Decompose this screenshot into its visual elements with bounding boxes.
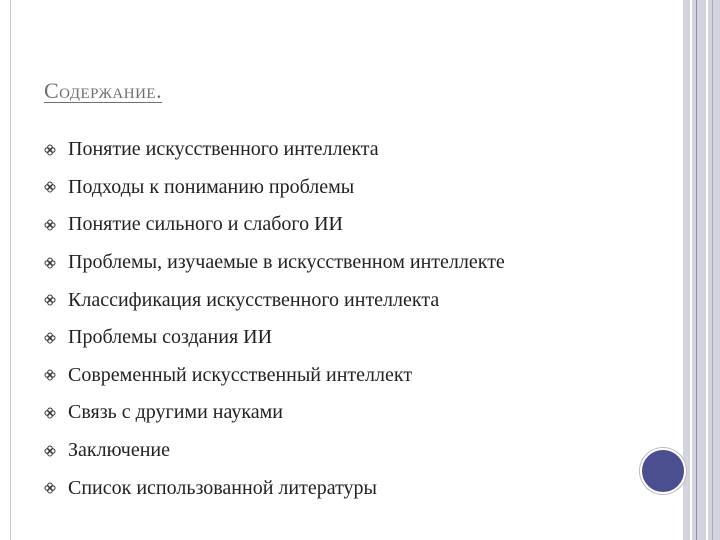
toc-item-label: Понятие сильного и слабого ИИ bbox=[68, 213, 343, 236]
toc-item bbox=[44, 357, 505, 395]
flower-bullet-icon bbox=[44, 181, 56, 193]
toc-item bbox=[44, 319, 505, 357]
toc-item bbox=[44, 244, 505, 282]
toc-item bbox=[44, 469, 505, 507]
slide-title: Содержание. bbox=[44, 78, 163, 103]
flower-bullet-icon bbox=[44, 482, 56, 494]
right-stripe bbox=[696, 0, 697, 540]
right-stripe bbox=[706, 0, 708, 540]
toc-item bbox=[44, 281, 505, 319]
toc-item bbox=[44, 131, 505, 169]
toc-item bbox=[44, 169, 505, 207]
flower-bullet-icon bbox=[44, 144, 56, 156]
right-stripe bbox=[690, 0, 692, 540]
toc-item bbox=[44, 206, 505, 244]
toc-item-label: Заключение bbox=[68, 439, 170, 462]
flower-bullet-icon bbox=[44, 219, 56, 231]
table-of-contents bbox=[44, 131, 505, 507]
flower-bullet-icon bbox=[44, 257, 56, 269]
toc-item-label: Современный искусственный интеллект bbox=[68, 363, 413, 386]
decorative-circle bbox=[640, 448, 686, 494]
flower-bullet-icon bbox=[44, 407, 56, 419]
flower-bullet-icon bbox=[44, 445, 56, 457]
toc-item bbox=[44, 394, 505, 432]
flower-bullet-icon bbox=[44, 294, 56, 306]
left-border-rule bbox=[10, 0, 11, 540]
toc-item-label: Проблемы, изучаемые в искусственном интеллекте bbox=[68, 251, 505, 274]
toc-item bbox=[44, 432, 505, 470]
right-decorative-band bbox=[683, 0, 720, 540]
toc-item-label: Классификация искусственного интеллекта bbox=[68, 288, 440, 311]
toc-item-label: Понятие искусственного интеллекта bbox=[68, 138, 379, 161]
flower-bullet-icon bbox=[44, 369, 56, 381]
toc-item-label: Связь с другими науками bbox=[68, 401, 284, 424]
right-stripe bbox=[712, 0, 713, 540]
toc-item-label: Список использованной литературы bbox=[68, 476, 377, 499]
toc-item-label: Подходы к пониманию проблемы bbox=[68, 175, 355, 198]
flower-bullet-icon bbox=[44, 332, 56, 344]
toc-item-label: Проблемы создания ИИ bbox=[68, 326, 273, 349]
